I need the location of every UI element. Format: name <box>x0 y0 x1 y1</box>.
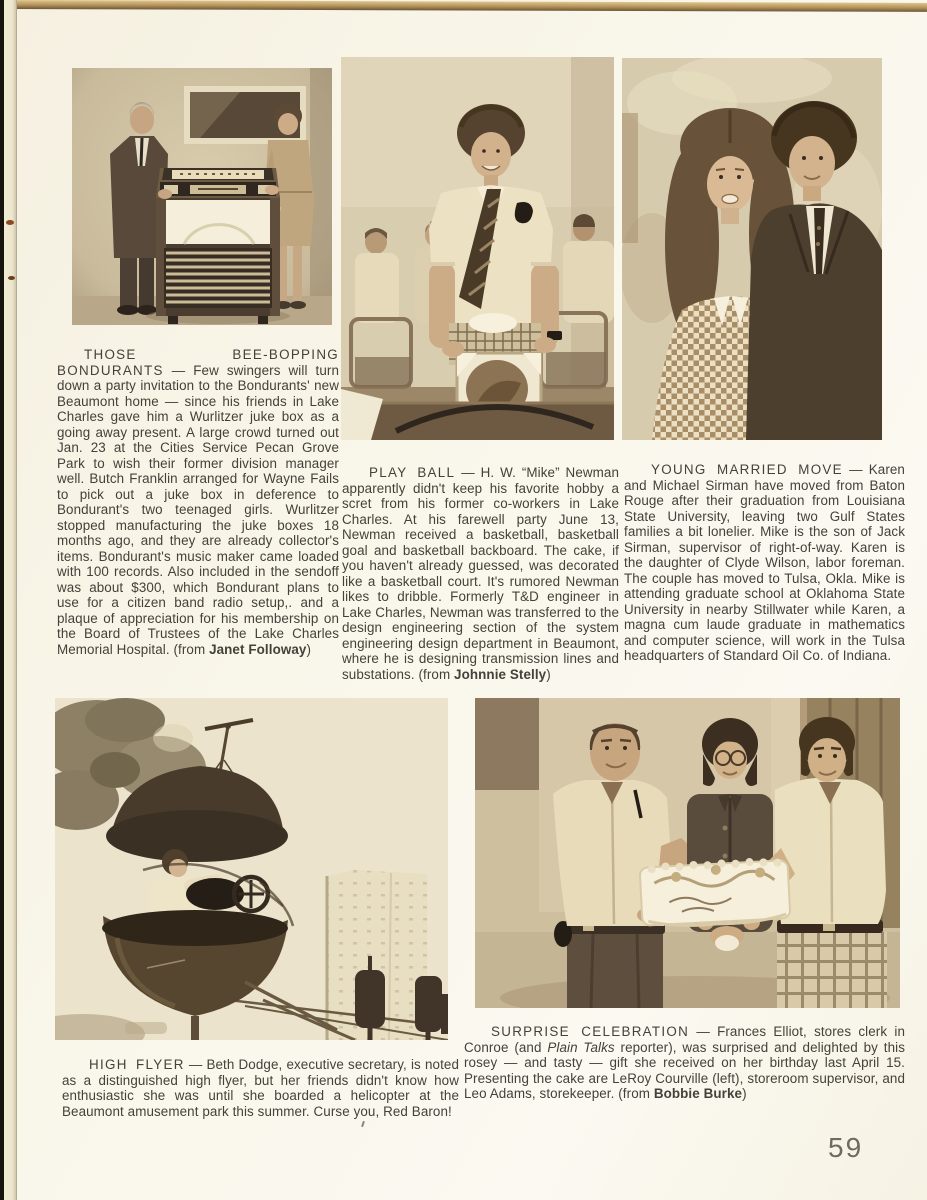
jukebox-photo-illustration <box>72 68 332 325</box>
scan-speck <box>8 276 15 280</box>
caption-body: reporter), was surprised and delighted by this rosey — and tasty — gift she received on her birthday last April 15. Presenting the cake are LeRoy Courville (left), storeroom supervisor, and Leo Adams, storekeeper. (from <box>464 1039 905 1102</box>
caption-credit: Janet Followay <box>209 641 307 657</box>
stray-mark <box>361 1121 365 1127</box>
caption-body: — Beth Dodge, executive secretary, is noted as a distinguished high flyer, but her friends didn't know how enthusiastic she was until she boarded a helicopter at the Beaumont amusement park this summer. Curse you, Red Baron! <box>62 1057 459 1119</box>
couple-portrait-illustration <box>622 58 882 440</box>
bondurants-caption <box>57 347 339 657</box>
farewell-photo-illustration <box>341 57 614 440</box>
surprise-celebration-caption <box>464 1024 905 1102</box>
cake-presentation-photo <box>475 698 900 1008</box>
caption-body: — Karen and Michael Sirman have moved from Baton Rouge after their graduation from Louisiana State University, leaving two Gulf States families a bit lonelier. Mike is the son of Jack Sirman, supervisor of right-of-way. Karen is the daughter of Clyde Wilson, labor foreman. The couple has moved to Tulsa, Okla. Mike is attending graduate school at Oklahoma State University in nearby Stillwater while Karen, a magna cum laude graduate in mathematics and computer science, will work in the Tulsa headquarters of Standard Oil Co. of Indiana. <box>624 462 905 664</box>
caption-body: — H. W. “Mike” Newman apparently didn't keep his favorite hobby a scret from his former co-workers in Lake Charles. At his farewell party June 13, Newman received a basketball, basketball goal and basketball backboard. The cake, if you haven't already guessed, was decorated like a basketball court. It's rumored Newman likes to dribble. Formerly T&D engineer in Lake Charles, Newman was transferred to the design engineering section of the system engineering design department in Beaumont, where he is designing transmission lines and substations. (from <box>342 465 619 682</box>
caption-body: — Frances Elliot, stores clerk in Conroe (and <box>464 1024 906 1055</box>
bondurants-jukebox-photo <box>72 68 332 325</box>
high-flyer-caption <box>62 1057 459 1119</box>
caption-close: ) <box>742 1086 747 1102</box>
sirman-couple-portrait-photo <box>622 58 882 440</box>
helicopter-ride-photo <box>55 698 448 1040</box>
caption-title: THOSE BEE-BOPPING BONDURANTS <box>57 347 339 378</box>
caption-close: ) <box>546 666 551 682</box>
caption-close: ) <box>306 641 312 657</box>
caption-title: HIGH FLYER <box>89 1057 185 1073</box>
helicopter-photo-illustration <box>55 698 448 1040</box>
page-top-edge <box>0 0 927 12</box>
cake-photo-illustration <box>475 698 900 1008</box>
caption-italic-title: Plain Talks <box>547 1039 615 1055</box>
caption-body: — Few swingers will turn down a party invitation to the Bondurants' new Beaumont home — since his friends in Lake Charles gave him a Wurlitzer juke box as a going away present. A large crowd turned out Jan. 23 at the Cities Service Pecan Grove Park to wish their former division manager well. Butch Franklin arranged for Wayne Fails to pick out a juke box in deference to Bondurant's two teenaged girls. Wurlitzer stopped manufacturing the juke boxes 18 months ago, and they are already collector's items. Bondurant's music maker came loaded with 100 records. Also included in the sendoff was about $300, which Bondurant plans to use for a citizen band radio setup,. and a plaque of appreciation for his membership on the Board of Trustees of the Lake Charles Memorial Hospital. (from <box>57 362 339 657</box>
caption-title: PLAY BALL <box>369 465 456 481</box>
caption-title: SURPRISE CELEBRATION <box>491 1024 690 1040</box>
caption-credit: Bobbie Burke <box>653 1086 743 1102</box>
page-left-binding-strip <box>4 0 17 1200</box>
play-ball-caption <box>342 465 619 682</box>
scan-speck <box>6 220 14 225</box>
caption-credit: Johnnie Stelly <box>454 666 547 682</box>
page-number: 59 <box>828 1132 864 1163</box>
newman-farewell-photo <box>341 57 614 440</box>
young-married-caption <box>624 462 905 664</box>
caption-title: YOUNG MARRIED MOVE <box>651 462 843 478</box>
